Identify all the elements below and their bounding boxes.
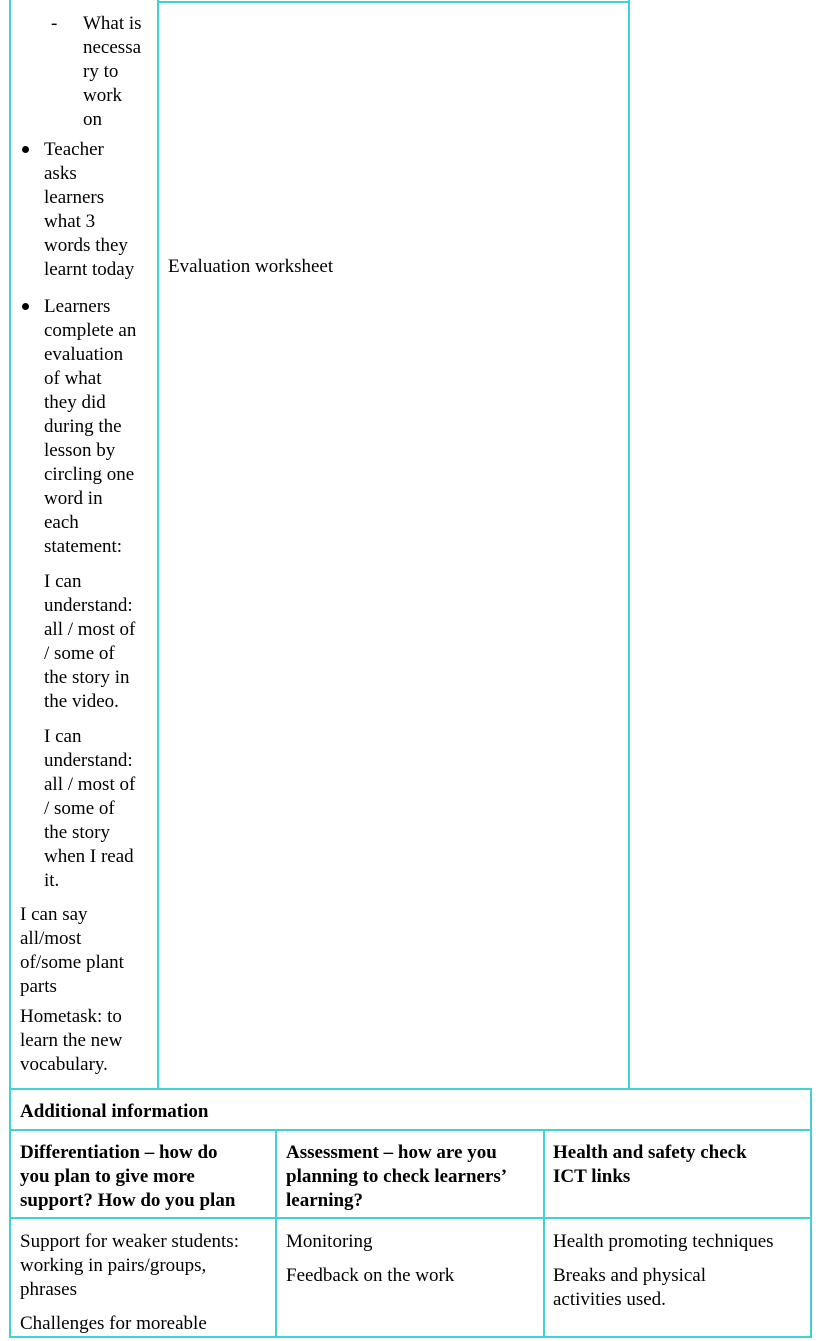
health-breaks-text: Breaks and physical activities used. <box>553 1265 707 1310</box>
bullet-item-learners: Learners complete an evaluation of what they did during the lesson by circling one word in each statement: <box>44 296 137 557</box>
upper-table-col-divider <box>157 0 159 1090</box>
health-promoting-text: Health promoting techniques <box>553 1231 774 1252</box>
dash-marker: - <box>51 13 58 34</box>
header-assessment: Assessment – how are you planning to check learners’ learning? <box>286 1142 508 1211</box>
info-table-top-border <box>9 1088 812 1090</box>
resources-text: Evaluation worksheet <box>168 256 334 277</box>
info-table-right-border <box>810 1088 812 1338</box>
upper-table-left-border <box>9 0 11 1090</box>
info-table-bottom-border <box>9 1336 812 1338</box>
info-table-divider-1 <box>275 1129 277 1338</box>
additional-info-title: Additional information <box>20 1101 209 1122</box>
upper-table-top-border <box>157 1 630 3</box>
assessment-monitoring-text: Monitoring <box>286 1231 373 1252</box>
dash-item-text: What is necessa ry to work on <box>83 13 142 130</box>
info-table-divider-2 <box>543 1129 545 1338</box>
differentiation-challenges-text: Challenges for moreable <box>20 1313 207 1334</box>
header-health-ict: Health and safety check ICT links <box>553 1142 747 1187</box>
assessment-feedback-text: Feedback on the work <box>286 1265 455 1286</box>
statement-video: I can understand: all / most of / some of the story in the video. <box>44 571 136 712</box>
bullet-dot-icon <box>22 303 29 310</box>
bullet-dot-icon <box>22 146 29 153</box>
differentiation-support-text: Support for weaker students: working in pairs/groups, phrases <box>20 1231 239 1300</box>
hometask-text: Hometask: to learn the new vocabulary. <box>20 1006 123 1075</box>
bullet-item-teacher: Teacher asks learners what 3 words they learnt today <box>44 139 135 280</box>
info-table-left-border <box>9 1088 11 1338</box>
statement-plant-parts: I can say all/most of/some plant parts <box>20 904 124 997</box>
upper-table-right-border <box>628 0 630 1090</box>
info-table-header-bottom <box>9 1217 812 1219</box>
header-differentiation: Differentiation – how do you plan to give more support? How do you plan <box>20 1142 236 1211</box>
statement-read: I can understand: all / most of / some of the story when I read it. <box>44 726 136 891</box>
info-table-title-bottom <box>9 1129 812 1131</box>
